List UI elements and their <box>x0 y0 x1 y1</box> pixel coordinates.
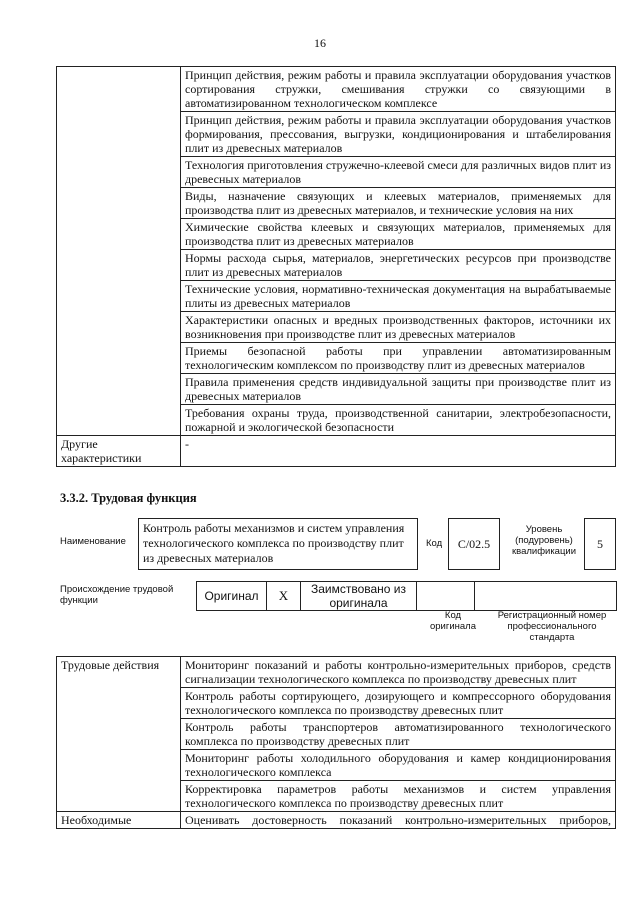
table-cell: Требования охраны труда, производственной санитарии, электробезопасности, пожарной и экологической безопасности <box>181 405 616 436</box>
table-cell: Характеристики опасных и вредных производственных факторов, источники их возникновения при производстве плит из древесных материалов <box>181 312 616 343</box>
other-characteristics-value: - <box>181 436 616 467</box>
table-row <box>57 67 616 112</box>
reg-number-cell <box>475 582 617 611</box>
skills-label: Необходимые <box>57 812 181 829</box>
original-label: Оригинал <box>197 582 267 611</box>
table-cell: Корректировка параметров работы механизмов и систем управления технологического комплекса по производству древесных плит <box>181 781 616 812</box>
other-characteristics-label: Другие характеристики <box>57 436 181 467</box>
section-heading: 3.3.2. Трудовая функция <box>60 491 197 505</box>
table-row <box>57 657 616 688</box>
table-cell: Принцип действия, режим работы и правила эксплуатации оборудования участков сортирования стружки, смешивания стружки со связующими в автоматизированном технологическом комплексе <box>181 67 616 112</box>
table-cell: Виды, назначение связующих и клеевых материалов, применяемых для производства плит из древесных материалов, и технические условия на них <box>181 188 616 219</box>
table-cell: Мониторинг работы холодильного оборудования и камер кондиционирования технологического комплекса <box>181 750 616 781</box>
origin-label: Происхождение трудовой функции <box>60 584 174 606</box>
table-cell: Принцип действия, режим работы и правила эксплуатации оборудования участков формирования, прессования, выгрузки, кондиционирования и штабелирования плит из древесных материалов <box>181 112 616 157</box>
name-label: Наименование <box>60 536 126 547</box>
table-cell: Оценивать достоверность показаний контрольно-измерительных приборов, <box>181 812 616 829</box>
function-name-box: Контроль работы механизмов и систем управления технологического комплекса по производству плит из древесных материалов <box>138 518 418 570</box>
code-original-cell <box>417 582 475 611</box>
table-cell: Технические условия, нормативно-техническая документация на вырабатываемые плиты из древесных материалов <box>181 281 616 312</box>
table-row <box>57 812 616 829</box>
qualification-level-label: Уровень (подуровень) квалификации <box>511 524 577 557</box>
table-cell: Химические свойства клеевых и связующих материалов, применяемых для производства плит из древесных материалов <box>181 219 616 250</box>
function-code-box: С/02.5 <box>448 518 500 570</box>
page-number: 16 <box>314 36 326 50</box>
table-cell: Контроль работы транспортеров автоматизированного технологического комплекса по производству древесных плит <box>181 719 616 750</box>
table-cell: Контроль работы сортирующего, дозирующего и компрессорного оборудования технологического комплекса по производству древесных плит <box>181 688 616 719</box>
labor-actions-label: Трудовые действия <box>57 657 181 812</box>
table-row <box>197 582 617 611</box>
table-row <box>57 436 616 467</box>
table-cell: Нормы расхода сырья, материалов, энергетических ресурсов при производстве плит из древесных материалов <box>181 250 616 281</box>
code-label: Код <box>426 538 443 549</box>
table-cell: Правила применения средств индивидуальной защиты при производстве плит из древесных материалов <box>181 374 616 405</box>
code-original-label: Код оригинала <box>429 610 476 632</box>
empty-cell <box>57 67 181 436</box>
borrowed-label: Заимствовано из оригинала <box>301 582 417 611</box>
table-cell: Мониторинг показаний и работы контрольно-измерительных приборов, средств сигнализации технологического комплекса по производству древесных плит <box>181 657 616 688</box>
labor-actions-table <box>56 656 616 829</box>
table-cell: Технология приготовления стружечно-клеевой смеси для различных видов плит из древесных материалов <box>181 157 616 188</box>
qualification-level-box: 5 <box>584 518 616 570</box>
table-cell: Приемы безопасной работы при управлении автоматизированным технологическим комплексом по производству плит из древесных материалов <box>181 343 616 374</box>
original-mark: X <box>267 582 301 611</box>
reg-number-label: Регистрационный номер профессионального стандарта <box>497 610 607 643</box>
origin-table <box>196 581 617 611</box>
knowledge-table <box>56 66 616 467</box>
